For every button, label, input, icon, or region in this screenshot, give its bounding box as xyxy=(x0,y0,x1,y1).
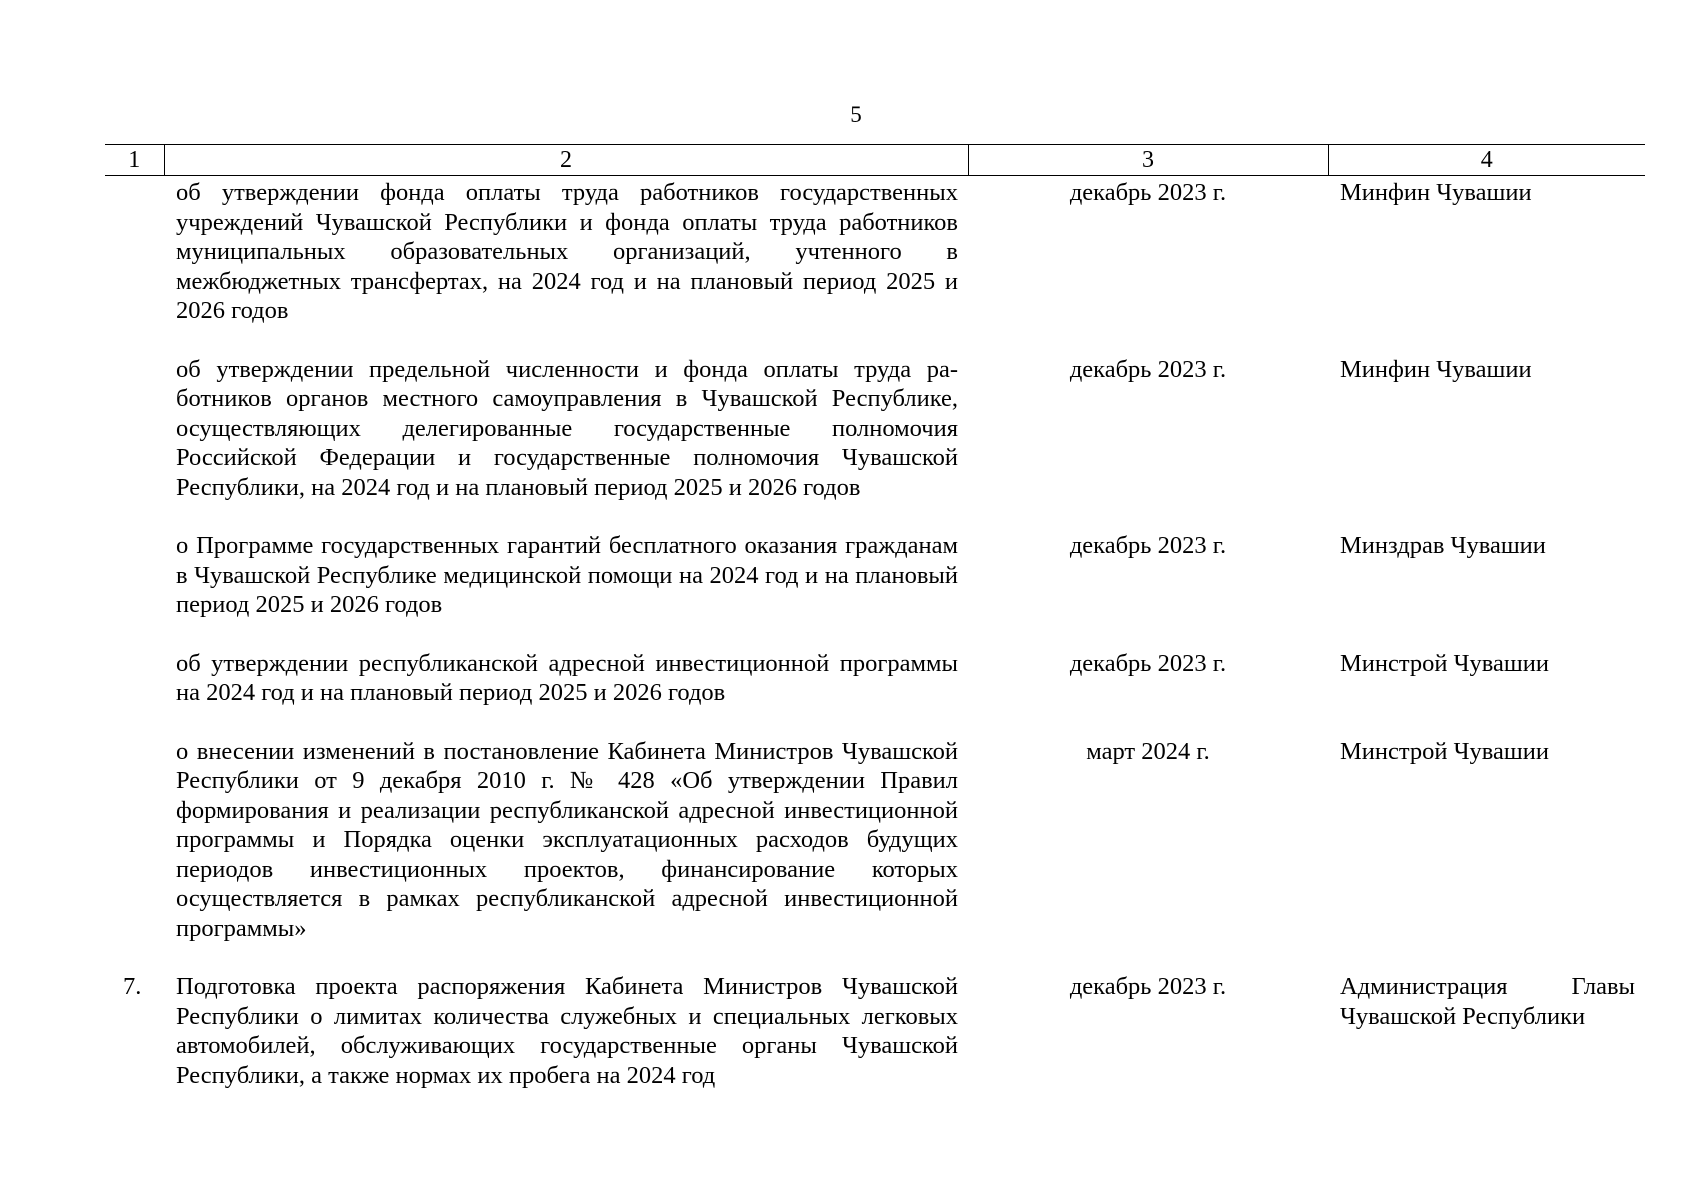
row-responsible: Минстрой Чувашии xyxy=(1340,649,1550,677)
row-deadline: декабрь 2023 г. xyxy=(1069,649,1227,677)
row-number xyxy=(105,176,164,355)
header-col-4: 4 xyxy=(1328,145,1645,176)
table-body xyxy=(105,176,1645,1120)
row-deadline: декабрь 2023 г. xyxy=(1069,532,1227,559)
table-row xyxy=(105,355,1645,532)
row-number xyxy=(105,531,164,649)
row-number xyxy=(105,649,164,737)
table-row xyxy=(105,737,1645,973)
row-deadline: декабрь 2023 г. xyxy=(1069,973,1227,1000)
row-description: Подготовка проекта распоряжения Кабинета Министров Чувашской Республики о лимитах количества служебных и специальных легковых автомобилей, обслуживающих государственные органы Чувашской Республики, а также нормах их пробега на 2024 год xyxy=(176,973,958,1089)
row-number: 7. xyxy=(123,973,142,1000)
header-row xyxy=(105,145,1645,176)
table-row xyxy=(105,531,1645,649)
header-col-3: 3 xyxy=(968,145,1328,176)
row-responsible: Минстрой Чувашии xyxy=(1340,737,1550,765)
header-col-1: 1 xyxy=(105,145,164,176)
row-responsible: Минфин Чувашии xyxy=(1340,355,1532,383)
row-number xyxy=(105,355,164,532)
table-row xyxy=(105,972,1645,1119)
row-description: об утверждении фонда оплаты труда работников государственных учреждений Чувашской Республики и фонда оплаты труда работников муниципальных образовательных организаций, учтенного в межбюджетных трансфертах, на 2024 год и на плановый период 2025 и 2026 годов xyxy=(176,179,958,324)
row-deadline: декабрь 2023 г. xyxy=(1069,179,1227,206)
row-description: о внесении изменений в постановление Кабинета Министров Чувашской Республики от 9 декабря 2010 г. № 428 «Об утверждении Правил формирования и реализации республиканской адресной инвестиционной программы и Порядка оценки эксплуатационных расходов будущих периодов инвестиционных проектов, финансирование которых осуществляется в рамках республиканской адресной инвестиционной программы» xyxy=(176,737,958,942)
header-col-2: 2 xyxy=(164,145,968,176)
page-number: 5 xyxy=(850,102,862,127)
row-description: об утверждении предельной численности и фонда оплаты труда работников органов местного самоуправления в Чувашской Республике, осуществляющих делегированные государственные полномочия Российской Федерации и государственные полномочия Чувашской Республики, на 2024 год и на плановый период 2025 и 2026 годов xyxy=(176,355,958,501)
table-header xyxy=(105,145,1645,176)
row-responsible: Минздрав Чувашии xyxy=(1340,532,1546,559)
row-number xyxy=(105,737,164,973)
plan-table xyxy=(105,144,1645,1119)
table-row xyxy=(105,176,1645,355)
row-deadline: декабрь 2023 г. xyxy=(1069,355,1227,383)
row-description: об утверждении республиканской адресной инвестиционной программы на 2024 год и на плановый период 2025 и 2026 годов xyxy=(176,649,958,706)
row-description: о Программе государственных гарантий бесплатного оказания гражданам в Чувашской Республике медицинской помощи на 2024 год и на плановый период 2025 и 2026 годов xyxy=(176,532,958,618)
row-deadline: март 2024 г. xyxy=(1086,737,1210,765)
row-responsible: Минфин Чувашии xyxy=(1340,179,1532,206)
table-row xyxy=(105,649,1645,737)
row-responsible: Администрация Главы Чувашской Республики xyxy=(1340,973,1635,1030)
